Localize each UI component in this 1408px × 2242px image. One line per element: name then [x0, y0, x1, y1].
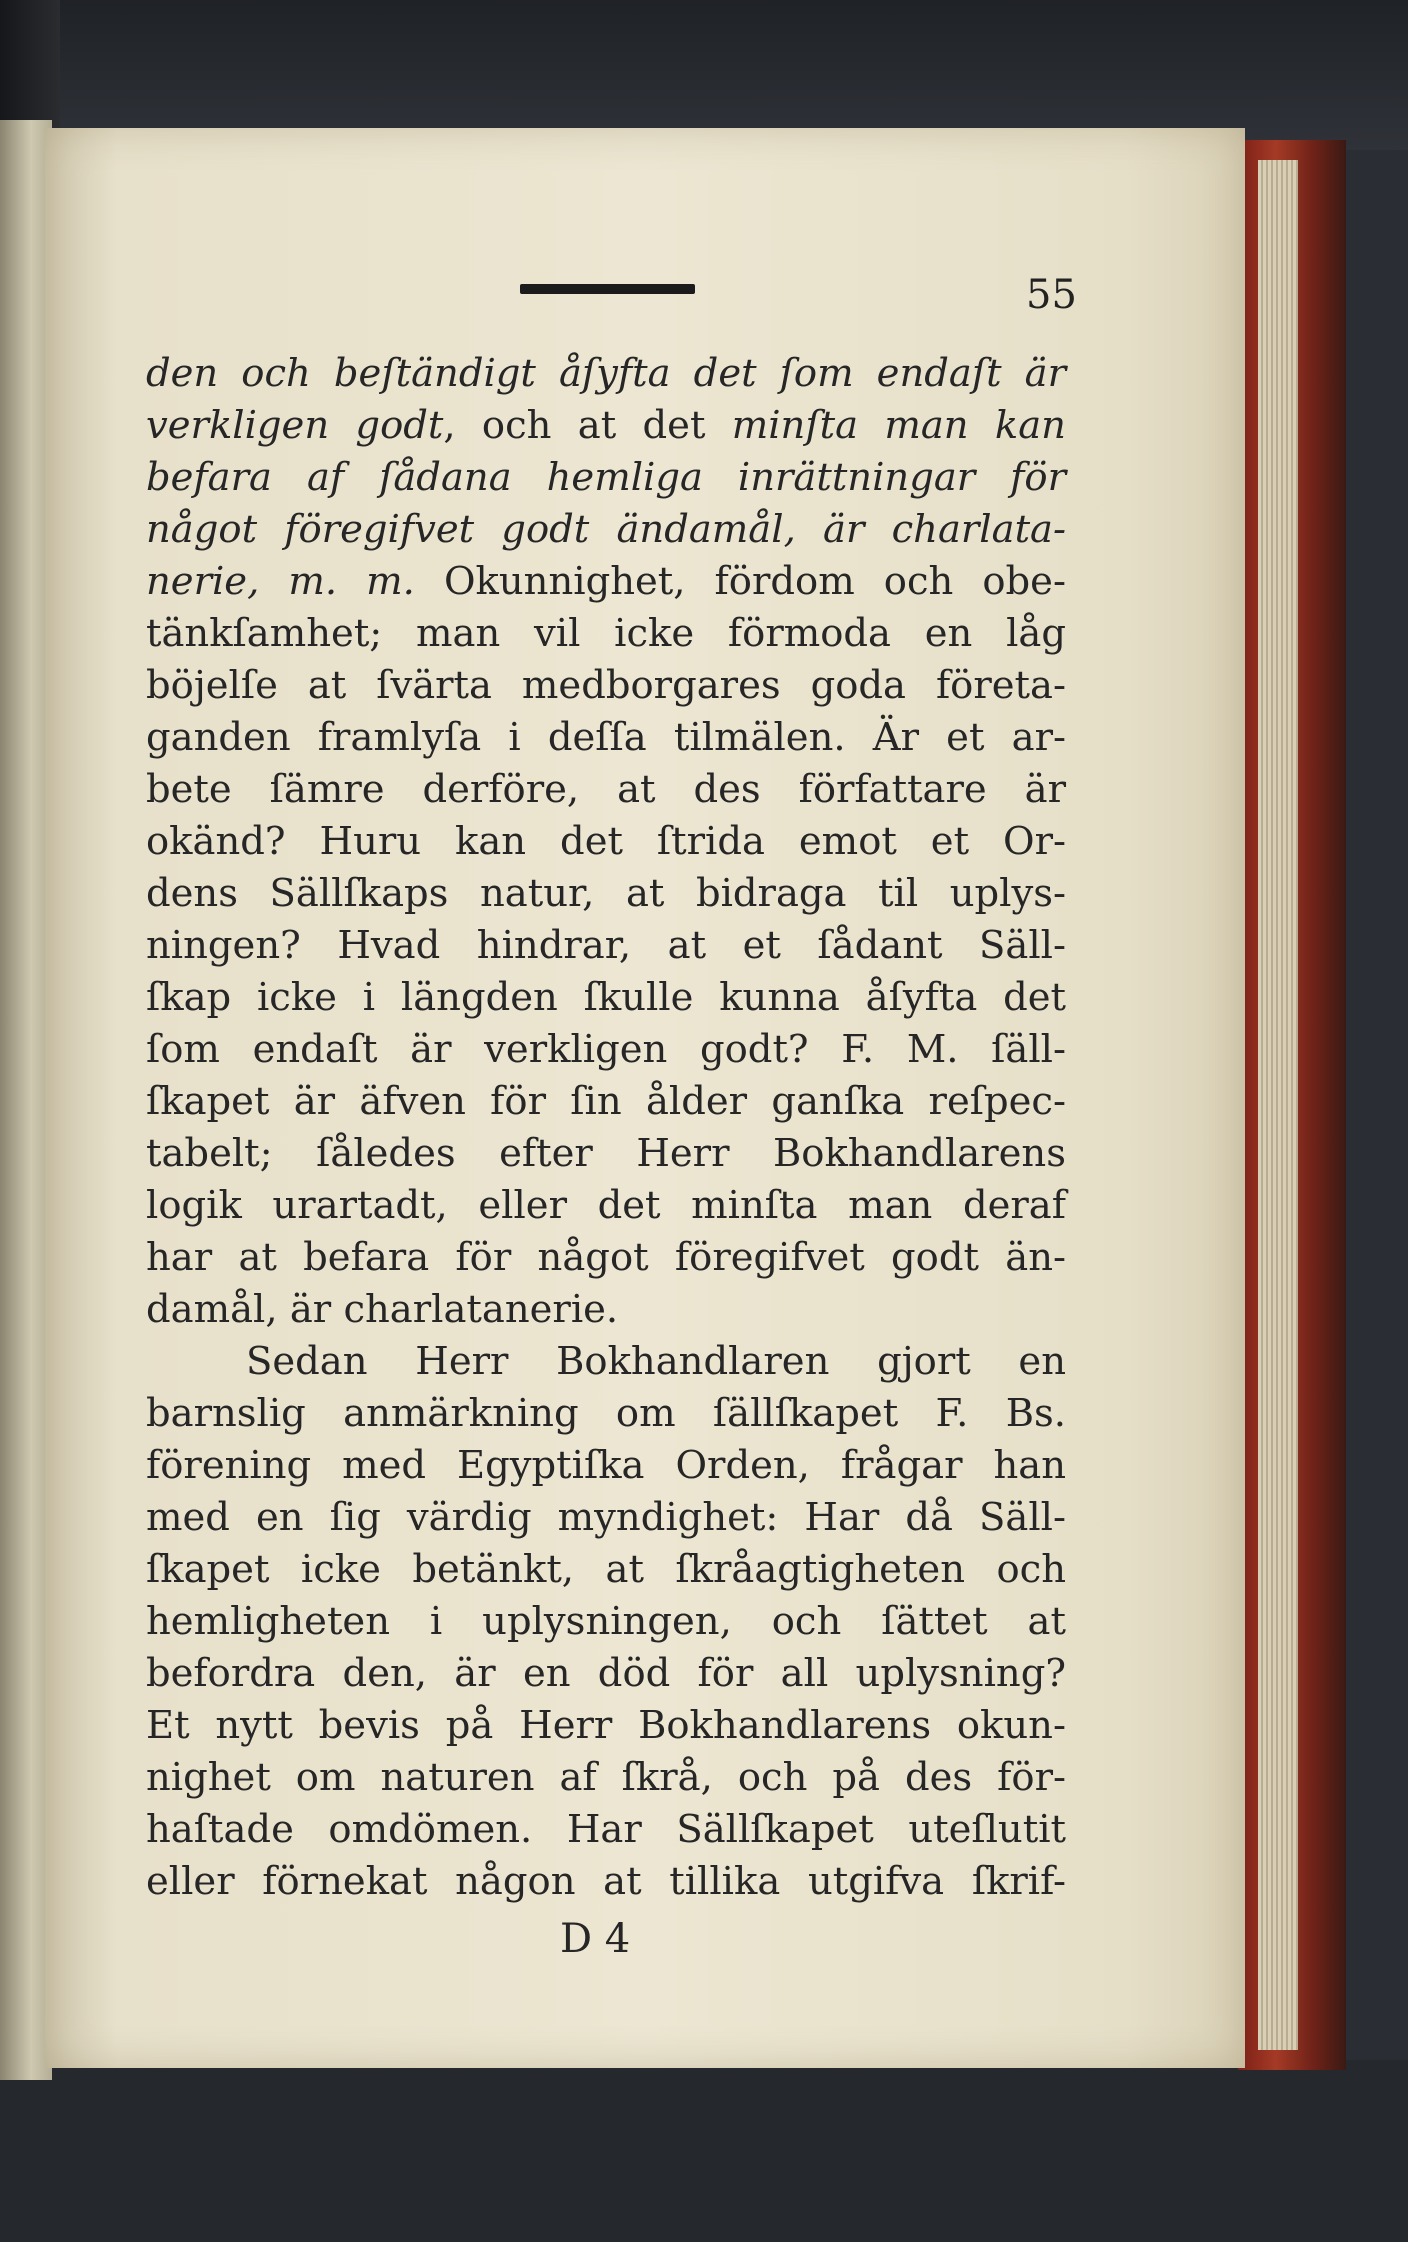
text-run: förening med Egyptiſka Orden, frågar han [146, 1443, 1066, 1488]
text-line [146, 920, 1066, 972]
text-run: något föregifvet godt ändamål, är charlata- [146, 507, 1066, 552]
text-line [146, 1232, 1066, 1284]
text-line [146, 556, 1066, 608]
text-run: verkligen godt [146, 403, 444, 448]
text-run: har at befara för något föregifvet godt än- [146, 1235, 1066, 1280]
text-line [146, 1492, 1066, 1544]
text-line [146, 504, 1066, 556]
text-line [146, 660, 1066, 712]
text-run: haſtade omdömen. Har Sällſkapet uteſlutit [146, 1807, 1066, 1852]
text-line [146, 1544, 1066, 1596]
page-number: 55 [1026, 272, 1077, 318]
text-run: ſkapet icke betänkt, at ſkråagtigheten och [146, 1547, 1066, 1592]
text-line [146, 1856, 1066, 1908]
text-line [146, 1336, 1066, 1388]
body-text [146, 348, 1066, 1908]
text-run: ſom endaſt är verkligen godt? F. M. ſäll- [146, 1027, 1066, 1072]
text-run: bete ſämre derföre, at des författare är [146, 767, 1066, 812]
text-run: tänkſamhet; man vil icke förmoda en låg [146, 611, 1066, 656]
header-rule [520, 284, 695, 294]
page-fore-edge [1258, 160, 1298, 2050]
text-run: eller förnekat någon at tillika utgifva ſkrif- [146, 1859, 1066, 1904]
text-line [146, 1700, 1066, 1752]
text-line [146, 1284, 1066, 1336]
text-run: okänd? Huru kan det ſtrida emot et Or- [146, 819, 1066, 864]
text-line [146, 972, 1066, 1024]
text-run: befordra den, är en död för all uplysning? [146, 1651, 1066, 1696]
text-run: ſkapet är äfven för ſin ålder ganſka reſpec- [146, 1079, 1066, 1124]
text-run: , och at det [443, 403, 732, 448]
text-line [146, 1752, 1066, 1804]
text-line [146, 348, 1066, 400]
text-line [146, 868, 1066, 920]
text-run: böjelſe at ſvärta medborgares goda företa- [146, 663, 1066, 708]
text-run: hemligheten i uplysningen, och ſättet at [146, 1599, 1066, 1644]
signature-mark: D 4 [560, 1916, 631, 1962]
text-run: ningen? Hvad hindrar, at et ſådant Säll- [146, 923, 1066, 968]
text-line [146, 1388, 1066, 1440]
text-line [146, 712, 1066, 764]
text-run: befara af ſådana hemliga inrättningar för [146, 455, 1066, 500]
text-run: Okunnighet, fördom och obe- [414, 559, 1066, 604]
text-run: den och beſtändigt åſyfta det ſom endaſt är [146, 351, 1066, 396]
text-run: Et nytt bevis på Herr Bokhandlarens okun- [146, 1703, 1066, 1748]
background-bottom [0, 2060, 1408, 2242]
text-line [146, 452, 1066, 504]
text-run: ganden framlyſa i deſſa tilmälen. Är et ar- [146, 715, 1066, 760]
text-line [146, 1180, 1066, 1232]
text-line [146, 1804, 1066, 1856]
text-run: logik urartadt, eller det minſta man deraf [146, 1183, 1066, 1228]
text-line [146, 1440, 1066, 1492]
text-run: dens Sällſkaps natur, at bidraga til uplys- [146, 871, 1066, 916]
text-line [146, 1596, 1066, 1648]
text-line [146, 400, 1066, 452]
text-run: nighet om naturen af ſkrå, och på des för- [146, 1755, 1066, 1800]
text-line [146, 608, 1066, 660]
text-run: nerie, m. m. [146, 559, 415, 604]
text-line [146, 1128, 1066, 1180]
text-run: med en ſig värdig myndighet: Har då Säll- [146, 1495, 1066, 1540]
text-run: ſkap icke i längden ſkulle kunna åſyfta det [146, 975, 1066, 1020]
text-run: damål, är charlatanerie. [146, 1287, 619, 1332]
text-line [146, 1076, 1066, 1128]
text-line [146, 1648, 1066, 1700]
text-line [146, 764, 1066, 816]
text-run: barnslig anmärkning om ſällſkapet F. Bs. [146, 1391, 1066, 1436]
text-run: minſta man kan [731, 403, 1066, 448]
text-run: Sedan Herr Bokhandlaren gjort en [246, 1339, 1066, 1384]
text-line [146, 816, 1066, 868]
text-run: tabelt; ſåledes efter Herr Bokhandlarens [146, 1131, 1066, 1176]
text-line [146, 1024, 1066, 1076]
